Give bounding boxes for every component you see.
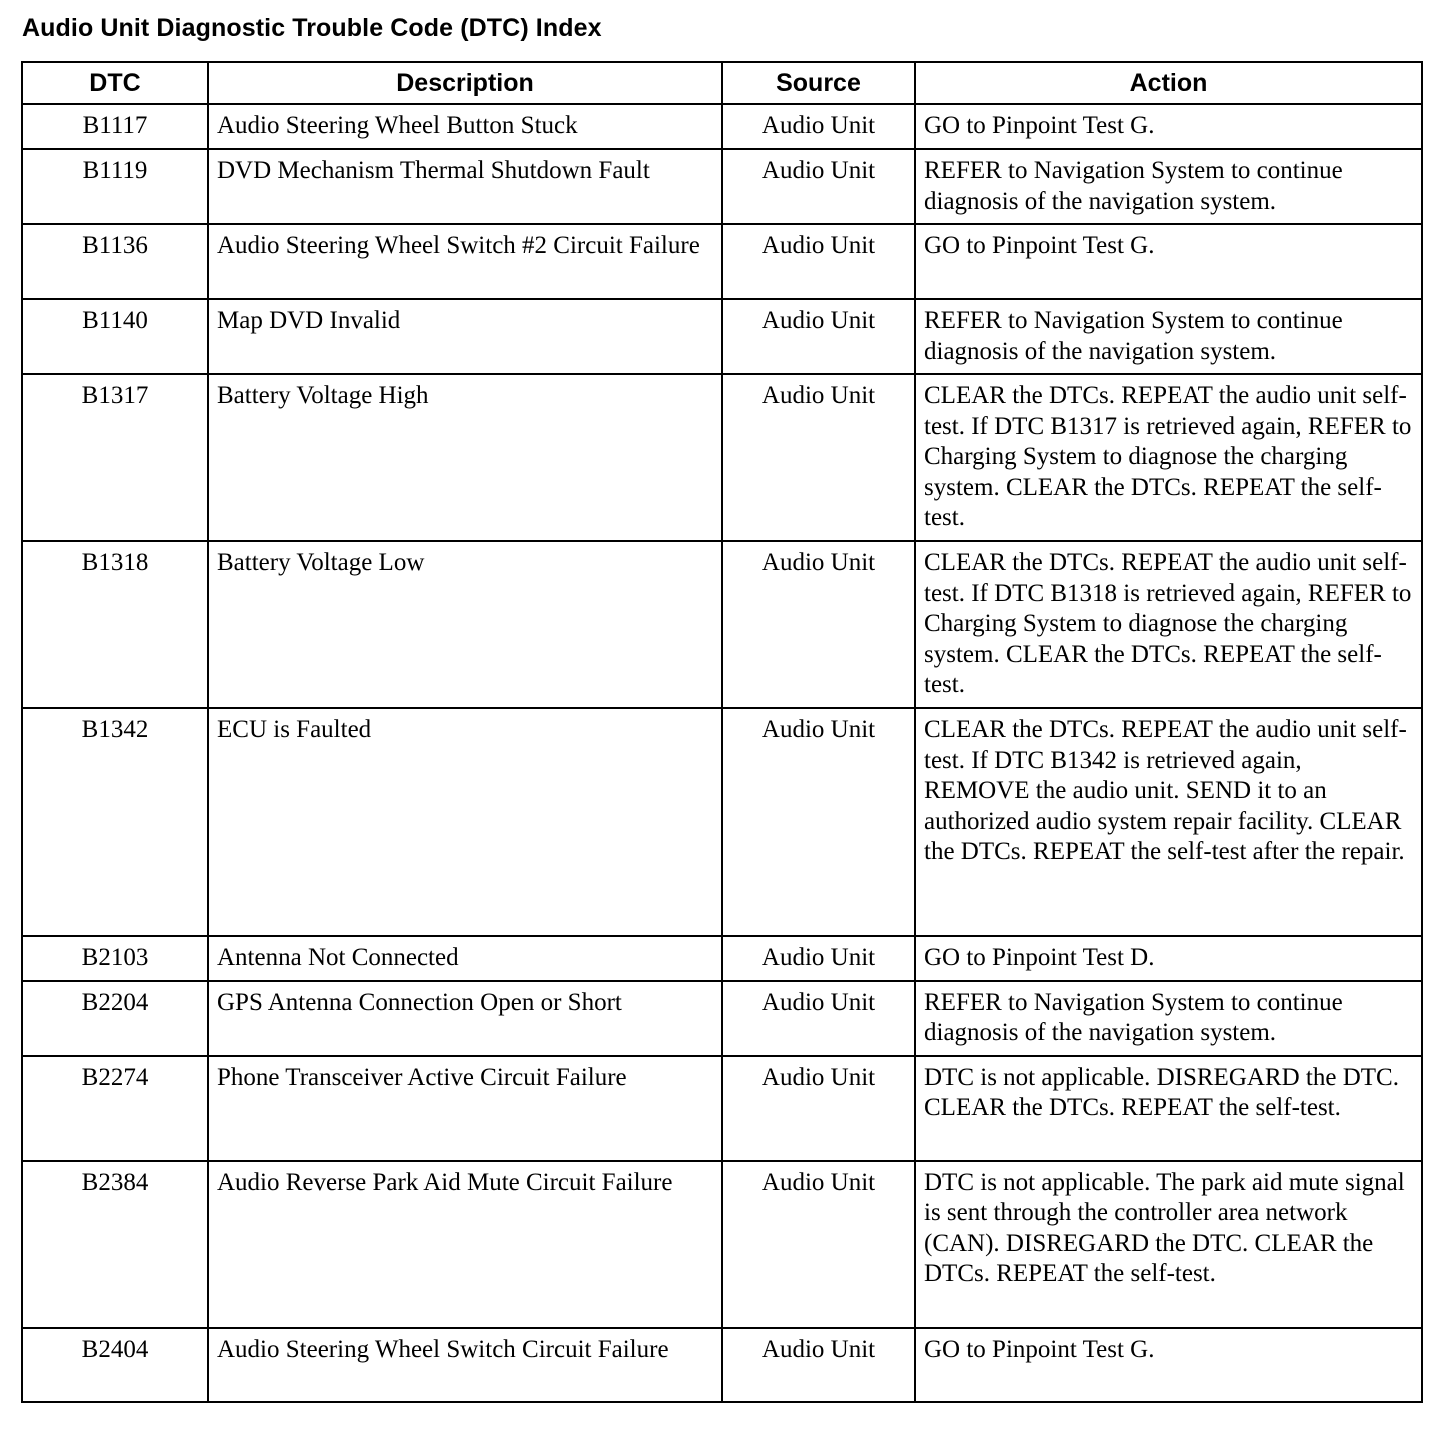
- dtc-code: B1140: [22, 299, 208, 374]
- table-row: [22, 149, 1422, 224]
- table-row: [22, 936, 1422, 981]
- table-row: [22, 1056, 1422, 1161]
- dtc-code: B2274: [22, 1056, 208, 1161]
- dtc-action: CLEAR the DTCs. REPEAT the audio unit self-test. If DTC B1342 is retrieved again, REMOVE the audio unit. SEND it to an authorized audio system repair facility. CLEAR the DTCs. REPEAT the self-test after the repair.: [915, 708, 1422, 936]
- column-header-dtc: DTC: [22, 62, 208, 104]
- dtc-description: Audio Steering Wheel Switch #2 Circuit Failure: [208, 224, 722, 299]
- column-header-description: Description: [208, 62, 722, 104]
- dtc-action: GO to Pinpoint Test G.: [915, 104, 1422, 149]
- dtc-description: Phone Transceiver Active Circuit Failure: [208, 1056, 722, 1161]
- dtc-source: Audio Unit: [722, 1056, 915, 1161]
- dtc-source: Audio Unit: [722, 1161, 915, 1328]
- dtc-description: DVD Mechanism Thermal Shutdown Fault: [208, 149, 722, 224]
- dtc-description: Battery Voltage Low: [208, 541, 722, 708]
- dtc-action: GO to Pinpoint Test G.: [915, 224, 1422, 299]
- dtc-code: B2384: [22, 1161, 208, 1328]
- table-row: [22, 299, 1422, 374]
- dtc-action: REFER to Navigation System to continue diagnosis of the navigation system.: [915, 299, 1422, 374]
- dtc-description: Map DVD Invalid: [208, 299, 722, 374]
- dtc-description: GPS Antenna Connection Open or Short: [208, 981, 722, 1056]
- dtc-source: Audio Unit: [722, 981, 915, 1056]
- dtc-code: B2204: [22, 981, 208, 1056]
- dtc-code: B2404: [22, 1328, 208, 1402]
- dtc-code: B2103: [22, 936, 208, 981]
- table-row: [22, 1328, 1422, 1402]
- dtc-description: Battery Voltage High: [208, 374, 722, 541]
- dtc-action: DTC is not applicable. DISREGARD the DTC. CLEAR the DTCs. REPEAT the self-test.: [915, 1056, 1422, 1161]
- dtc-index-table: [21, 61, 1423, 1403]
- table-row: [22, 541, 1422, 708]
- dtc-action: DTC is not applicable. The park aid mute signal is sent through the controller area network (CAN). DISREGARD the DTC. CLEAR the DTCs. REPEAT the self-test.: [915, 1161, 1422, 1328]
- table-row: [22, 374, 1422, 541]
- dtc-description: ECU is Faulted: [208, 708, 722, 936]
- dtc-description: Audio Steering Wheel Switch Circuit Failure: [208, 1328, 722, 1402]
- column-header-action: Action: [915, 62, 1422, 104]
- dtc-code: B1119: [22, 149, 208, 224]
- dtc-action: CLEAR the DTCs. REPEAT the audio unit self-test. If DTC B1317 is retrieved again, REFER to Charging System to diagnose the charging system. CLEAR the DTCs. REPEAT the self-test.: [915, 374, 1422, 541]
- dtc-source: Audio Unit: [722, 936, 915, 981]
- dtc-action: CLEAR the DTCs. REPEAT the audio unit self-test. If DTC B1318 is retrieved again, REFER to Charging System to diagnose the charging system. CLEAR the DTCs. REPEAT the self-test.: [915, 541, 1422, 708]
- dtc-action: GO to Pinpoint Test G.: [915, 1328, 1422, 1402]
- dtc-source: Audio Unit: [722, 299, 915, 374]
- table-row: [22, 224, 1422, 299]
- table-row: [22, 708, 1422, 936]
- column-header-source: Source: [722, 62, 915, 104]
- dtc-description: Audio Reverse Park Aid Mute Circuit Failure: [208, 1161, 722, 1328]
- dtc-source: Audio Unit: [722, 374, 915, 541]
- dtc-source: Audio Unit: [722, 149, 915, 224]
- table-row: [22, 981, 1422, 1056]
- dtc-code: B1342: [22, 708, 208, 936]
- dtc-code: B1117: [22, 104, 208, 149]
- dtc-source: Audio Unit: [722, 104, 915, 149]
- dtc-source: Audio Unit: [722, 224, 915, 299]
- table-header-row: [22, 62, 1422, 104]
- dtc-source: Audio Unit: [722, 541, 915, 708]
- dtc-code: B1136: [22, 224, 208, 299]
- dtc-source: Audio Unit: [722, 1328, 915, 1402]
- dtc-code: B1317: [22, 374, 208, 541]
- dtc-action: GO to Pinpoint Test D.: [915, 936, 1422, 981]
- table-row: [22, 1161, 1422, 1328]
- dtc-source: Audio Unit: [722, 708, 915, 936]
- dtc-action: REFER to Navigation System to continue diagnosis of the navigation system.: [915, 981, 1422, 1056]
- page-title: Audio Unit Diagnostic Trouble Code (DTC) Index: [22, 14, 602, 42]
- table-row: [22, 104, 1422, 149]
- dtc-description: Audio Steering Wheel Button Stuck: [208, 104, 722, 149]
- dtc-action: REFER to Navigation System to continue diagnosis of the navigation system.: [915, 149, 1422, 224]
- dtc-description: Antenna Not Connected: [208, 936, 722, 981]
- dtc-code: B1318: [22, 541, 208, 708]
